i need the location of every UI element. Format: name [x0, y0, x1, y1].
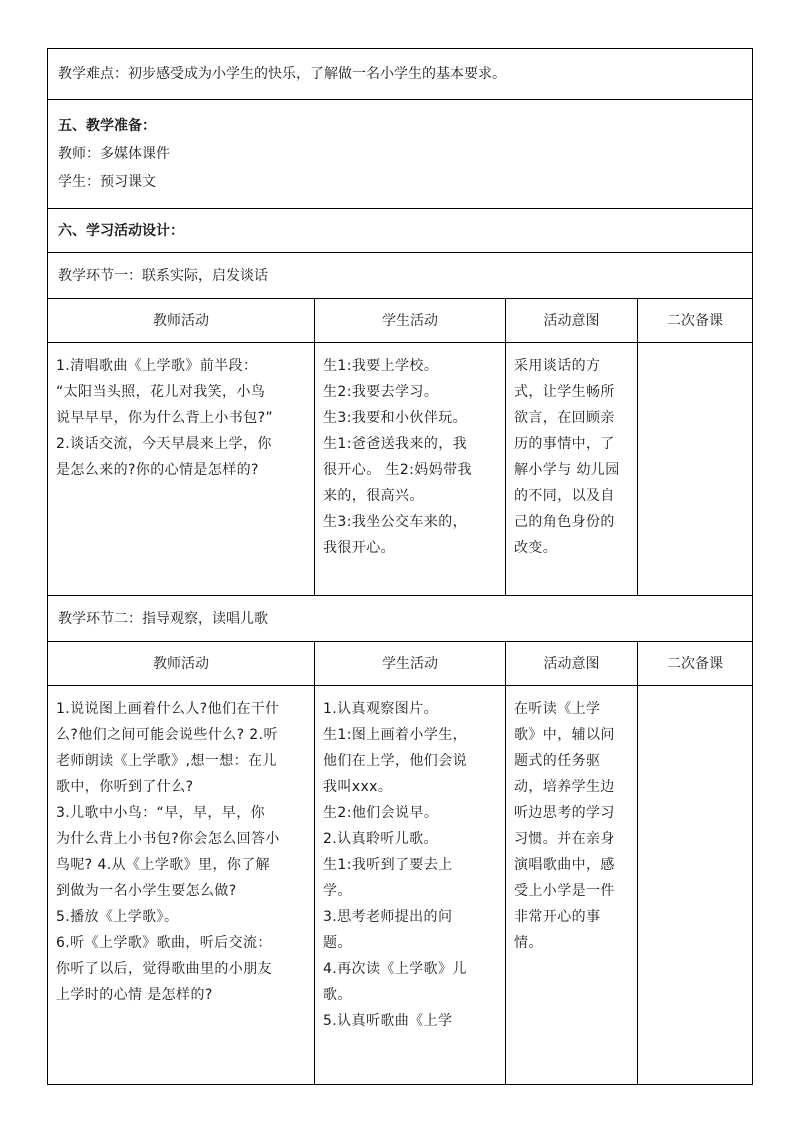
text-line: 欲言，在回顾亲 [514, 410, 615, 426]
text-line: 采用谈话的方 [514, 358, 601, 374]
text-line: 演唱歌曲中，感 [514, 857, 615, 873]
text-line: 生2:他们会说早。 [323, 805, 439, 821]
text-line: 改变。 [514, 540, 558, 556]
lesson-plan-table [47, 48, 753, 1085]
segment2-student-cell [315, 686, 506, 1085]
segment1-title-row [48, 253, 753, 299]
segment1-teacher-cell [48, 343, 315, 596]
segment1-body-row [48, 343, 753, 596]
text-line: 2.认真聆听儿歌。 [323, 831, 438, 847]
col-activity-intent: 活动意图 [506, 299, 638, 343]
difficulty-row [48, 49, 753, 100]
col-activity-intent: 活动意图 [506, 642, 638, 686]
prep-teacher: 教师：多媒体课件 [58, 146, 170, 162]
text-line: 生1:图上画着小学生， [323, 727, 468, 743]
segment1-title: 教学环节一：联系实际，启发谈话 [48, 253, 753, 299]
segment2-second-prep-cell [638, 686, 753, 1085]
text-line: 1.说说图上画着什么人?他们在干什 [56, 701, 280, 717]
text-line: 上学时的心情 是怎样的? [56, 987, 213, 1003]
text-line: 1.认真观察图片。 [323, 701, 438, 717]
teaching-difficulty: 教学难点：初步感受成为小学生的快乐，了解做一名小学生的基本要求。 [48, 49, 753, 100]
text-line: 到做为一名小学生要怎么做? [56, 883, 237, 899]
text-line: 听边思考的学习 [514, 805, 615, 821]
col-student-activity: 学生活动 [315, 642, 506, 686]
text-line: 动，培养学生边 [514, 779, 615, 795]
col-teacher-activity: 教师活动 [48, 299, 315, 343]
text-line: 生2:我要去学习。 [323, 384, 439, 400]
lesson-plan-page [47, 48, 752, 1085]
design-heading-row [48, 209, 753, 253]
text-line: 你听了以后，觉得歌曲里的小朋友 [56, 961, 272, 977]
text-line: 3.儿歌中小鸟：“早，早，早，你 [56, 805, 266, 821]
text-line: 鸟呢? 4.从《上学歌》里，你了解 [56, 857, 271, 873]
segment2-body-row [48, 686, 753, 1085]
segment2-header-row [48, 642, 753, 686]
text-line: 生1:我要上学校。 [323, 358, 439, 374]
segment2-title-row [48, 596, 753, 642]
text-line: “太阳当头照，花儿对我笑，小鸟 [56, 384, 266, 400]
segment2-title: 教学环节二：指导观察，读唱儿歌 [48, 596, 753, 642]
col-second-prep: 二次备课 [638, 299, 753, 343]
text-line: 来的，很高兴。 [323, 488, 424, 504]
segment2-intent-cell [506, 686, 638, 1085]
text-line: 歌》中，辅以问 [514, 727, 615, 743]
text-line: 5.播放《上学歌》。 [56, 909, 179, 925]
prep-heading: 五、教学准备： [58, 118, 156, 134]
segment1-second-prep-cell [638, 343, 753, 596]
segment1-header-row [48, 299, 753, 343]
col-student-activity: 学生活动 [315, 299, 506, 343]
text-line: 他们在上学，他们会说 [323, 753, 467, 769]
text-line: 歌。 [323, 987, 352, 1003]
design-heading: 六、学习活动设计： [48, 209, 753, 253]
text-line: 解小学与 幼儿园 [514, 462, 620, 478]
text-line: 我叫xxx。 [323, 779, 393, 795]
text-line: 习惯。并在亲身 [514, 831, 615, 847]
segment2-teacher-cell [48, 686, 315, 1085]
text-line: 历的事情中，了 [514, 436, 615, 452]
text-line: 己的角色身份的 [514, 514, 615, 530]
text-line: 3.思考老师提出的问 [323, 909, 453, 925]
text-line: 情。 [514, 935, 543, 951]
col-second-prep: 二次备课 [638, 642, 753, 686]
text-line: 5.认真听歌曲《上学 [323, 1013, 453, 1029]
text-line: 4.再次读《上学歌》儿 [323, 961, 467, 977]
text-line: 我很开心。 [323, 540, 395, 556]
col-teacher-activity: 教师活动 [48, 642, 315, 686]
text-line: 为什么背上小书包?你会怎么回答小 [56, 831, 280, 847]
text-line: 生3:我要和小伙伴玩。 [323, 410, 468, 426]
segment1-student-cell [315, 343, 506, 596]
text-line: 歌中，你听到了什么? [56, 779, 194, 795]
prep-row [48, 100, 753, 209]
text-line: 么?他们之间可能会说些什么? 2.听 [56, 727, 278, 743]
text-line: 生3:我坐公交车来的， [323, 514, 468, 530]
text-line: 很开心。 生2:妈妈带我 [323, 462, 472, 478]
text-line: 老师朗读《上学歌》,想一想：在儿 [56, 753, 277, 769]
text-line: 2.谈话交流，今天早晨来上学，你 [56, 436, 272, 452]
text-line: 在听读《上学 [514, 701, 601, 717]
text-line: 题式的任务驱 [514, 753, 601, 769]
segment1-intent-cell [506, 343, 638, 596]
prep-student: 学生：预习课文 [58, 174, 156, 190]
text-line: 6.听《上学歌》歌曲，听后交流： [56, 935, 272, 951]
text-line: 式，让学生畅所 [514, 384, 615, 400]
text-line: 的不同，以及自 [514, 488, 615, 504]
text-line: 生1:爸爸送我来的，我 [323, 436, 468, 452]
text-line: 说早早早，你为什么背上小书包?” [56, 410, 274, 426]
text-line: 学。 [323, 883, 352, 899]
text-line: 生1:我听到了要去上 [323, 857, 453, 873]
text-line: 受上小学是一件 [514, 883, 615, 899]
text-line: 是怎么来的?你的心情是怎样的? [56, 462, 259, 478]
text-line: 题。 [323, 935, 352, 951]
text-line: 1.清唱歌曲《上学歌》前半段： [56, 358, 258, 374]
text-line: 非常开心的事 [514, 909, 601, 925]
